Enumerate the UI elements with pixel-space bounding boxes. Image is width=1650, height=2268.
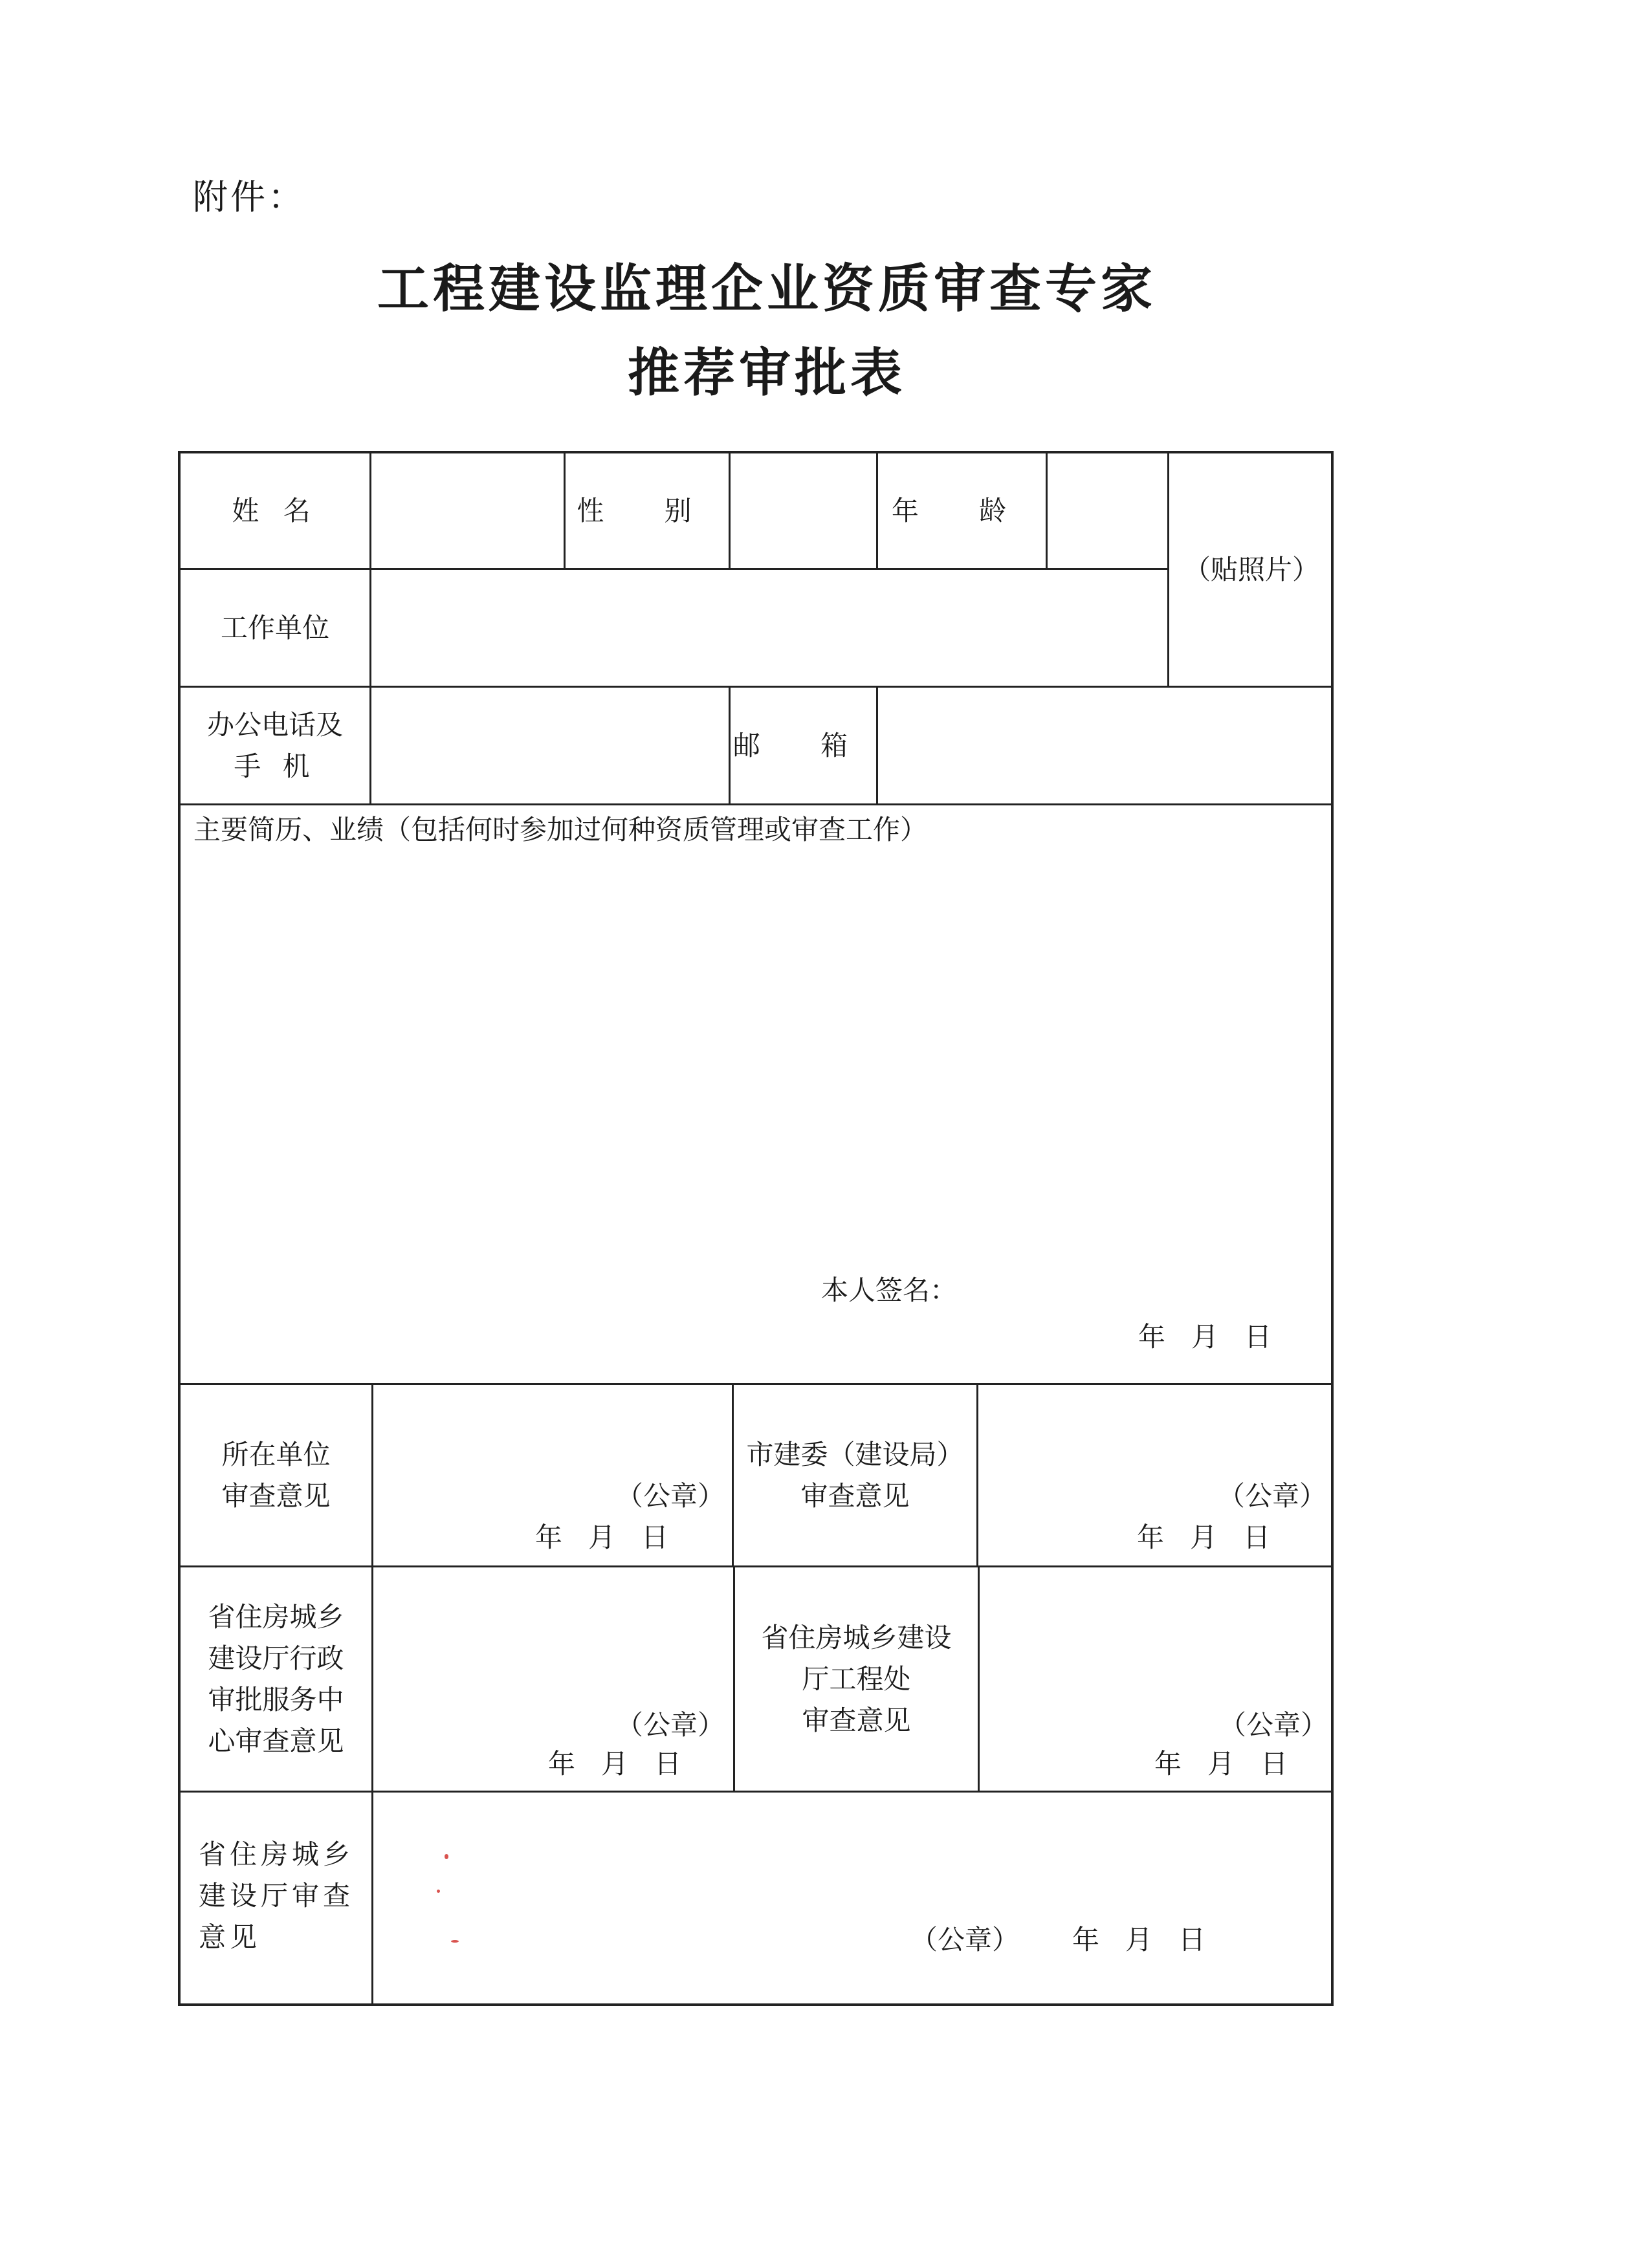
work-unit-field[interactable] [371, 570, 1169, 688]
stamp-trace [437, 1890, 440, 1893]
unit-review-field[interactable] [373, 1385, 734, 1567]
engineering-dept-label-cell [735, 1567, 980, 1793]
unit-review-label-line1: 所在单位 [221, 1438, 331, 1470]
city-review-label-cell [734, 1385, 978, 1567]
city-review-field[interactable] [978, 1385, 1334, 1567]
service-center-seal: （公章） [616, 1709, 725, 1741]
service-center-field[interactable] [373, 1567, 735, 1793]
gender-field[interactable] [731, 453, 878, 570]
name-field[interactable] [371, 453, 566, 570]
city-review-label-line1: 市建委（建设局） [746, 1438, 964, 1470]
city-review-label-line2: 审查意见 [800, 1479, 910, 1512]
photo-cell[interactable] [1169, 453, 1334, 688]
signature-label: 本人签名： [821, 1274, 958, 1306]
engineering-dept-label-line2: 厅工程处 [802, 1663, 911, 1695]
photo-label: （贴照片） [1183, 553, 1319, 585]
age-label: 年 龄 [891, 494, 1033, 527]
dept-review-label-line2: 建设厅审查 [199, 1880, 355, 1912]
engineering-dept-label-line1: 省住房城乡建设 [761, 1621, 952, 1653]
resume-label: 主要简历、业绩（包括何时参加过何种资质管理或审查工作） [193, 814, 928, 845]
gender-label-cell [566, 453, 731, 570]
phone-label-line2: 手 机 [234, 750, 316, 782]
dept-review-label-line3: 意见 [199, 1921, 261, 1953]
dept-review-field[interactable] [373, 1793, 1334, 2006]
engineering-dept-date: 年 月 日 [1154, 1748, 1288, 1780]
name-label: 姓 名 [232, 494, 318, 527]
name-label-cell [181, 453, 371, 570]
unit-review-label-cell [181, 1385, 373, 1567]
dept-review-label-cell [181, 1793, 373, 2006]
form-title: 工程建设监理企业资质审查专家 [377, 258, 1156, 319]
attachment-label: 附件： [193, 177, 305, 217]
phone-label-cell [181, 688, 371, 805]
age-label-cell [878, 453, 1048, 570]
service-center-label-line4: 心审查意见 [208, 1725, 344, 1757]
email-label: 邮 箱 [732, 729, 874, 761]
service-center-date: 年 月 日 [548, 1748, 682, 1780]
resume-date: 年 月 日 [1138, 1321, 1272, 1353]
unit-review-date: 年 月 日 [535, 1521, 669, 1553]
service-center-label-line2: 建设厅行政 [208, 1642, 344, 1674]
dept-review-date: 年 月 日 [1072, 1924, 1206, 1956]
gender-label: 性 别 [577, 494, 718, 527]
stamp-trace [445, 1854, 448, 1859]
service-center-label-line3: 审批服务中 [208, 1683, 344, 1716]
engineering-dept-seal: （公章） [1219, 1709, 1328, 1741]
age-field[interactable] [1048, 453, 1169, 570]
service-center-label-cell [181, 1567, 373, 1793]
email-field[interactable] [878, 688, 1334, 805]
unit-review-label-line2: 审查意见 [221, 1479, 331, 1512]
engineering-dept-field[interactable] [980, 1567, 1334, 1793]
service-center-label-line1: 省住房城乡 [208, 1600, 344, 1633]
phone-label-line1: 办公电话及 [206, 708, 343, 741]
work-unit-label-cell [181, 570, 371, 688]
resume-cell[interactable] [181, 805, 1334, 1385]
recommendation-form [178, 451, 1334, 2006]
email-label-cell [731, 688, 878, 805]
city-review-date: 年 月 日 [1137, 1521, 1271, 1553]
form-subtitle: 推荐审批表 [628, 342, 906, 403]
city-review-seal: （公章） [1218, 1480, 1327, 1512]
dept-review-seal: （公章） [910, 1924, 1020, 1956]
unit-review-seal: （公章） [616, 1480, 725, 1512]
work-unit-label: 工作单位 [220, 611, 329, 644]
dept-review-label-line1: 省住房城乡 [199, 1838, 355, 1870]
phone-field[interactable] [371, 688, 731, 805]
engineering-dept-label-line3: 审查意见 [802, 1704, 911, 1736]
stamp-trace [451, 1940, 459, 1943]
